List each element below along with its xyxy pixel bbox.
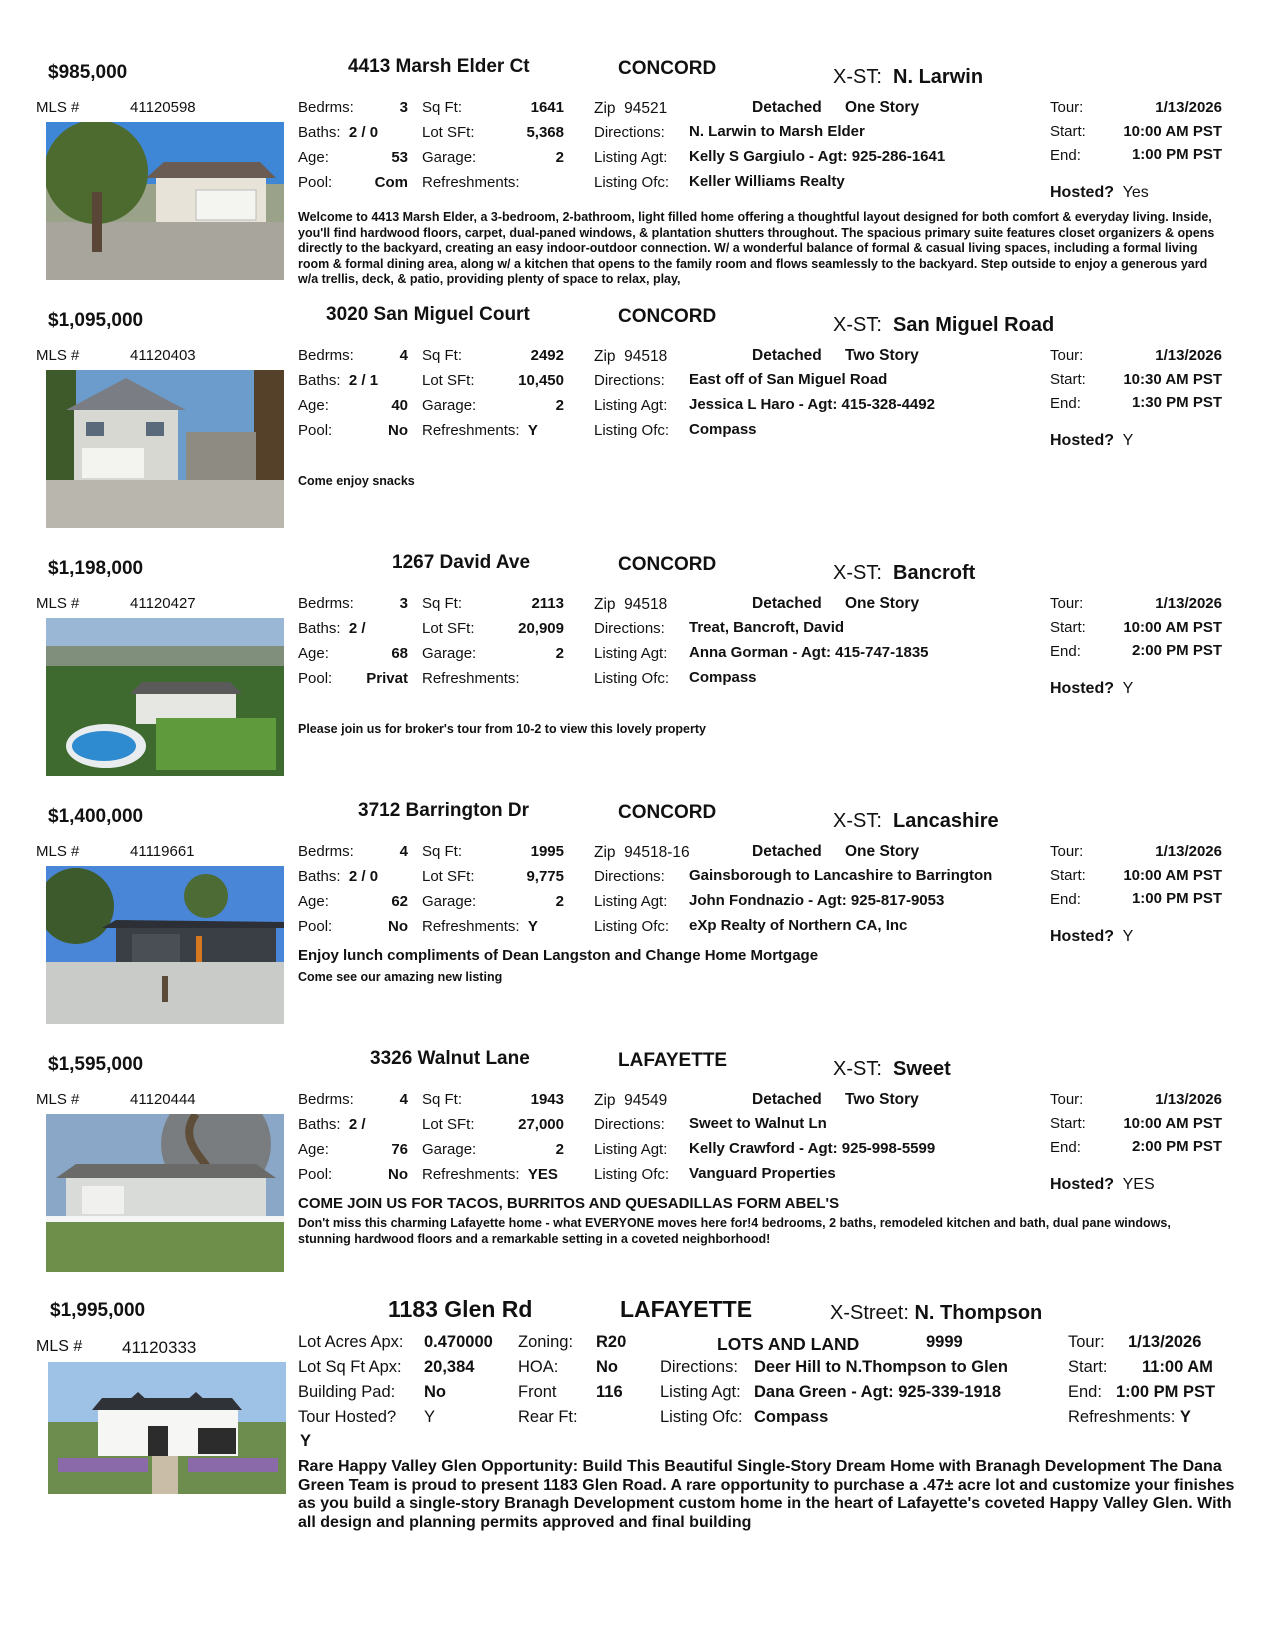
cross-street (833, 810, 999, 833)
end-label: End: (1050, 395, 1081, 412)
baths-label (298, 372, 378, 389)
baths-label (298, 868, 378, 885)
property-type: Detached (752, 99, 822, 116)
pool-value: Privat (366, 670, 408, 687)
listing-address: 3326 Walnut Lane (370, 1048, 530, 1069)
directions-label: Directions: (660, 1358, 738, 1376)
listing-address: 4413 Marsh Elder Ct (348, 56, 530, 77)
hosted-label: Hosted? (1050, 680, 1114, 697)
bedrooms-label: Bedrms: (298, 99, 354, 116)
sqft-value: 1943 (530, 1091, 564, 1108)
listing-price: $1,400,000 (48, 806, 144, 827)
cross-street (833, 314, 1054, 337)
remark: Enjoy lunch compliments of Dean Langston and Change Home Mortgage (298, 947, 819, 964)
description: Come see our amazing new listing (298, 970, 503, 984)
garage-label: Garage: (422, 1141, 477, 1158)
zip-label: Zip (594, 348, 616, 365)
tour-label: Tour: (1050, 347, 1084, 364)
refreshments-value: YES (527, 1166, 558, 1183)
listing-city: CONCORD (618, 554, 717, 575)
listing-agent-label: Listing Agt: (594, 1141, 668, 1158)
listing-office-label: Listing Ofc: (594, 422, 670, 439)
bedrooms-label: Bedrms: (298, 595, 354, 612)
pool-label: Pool: (298, 422, 333, 439)
end-label: End: (1050, 1139, 1081, 1156)
baths-value: 2 / 0 (348, 124, 379, 141)
zip-value: 9999 (926, 1333, 963, 1351)
sqft-label: Sq Ft: (422, 99, 463, 116)
rear-ft-label: Rear Ft: (518, 1408, 578, 1426)
cross-street (833, 1058, 951, 1081)
property-type: Detached (752, 1091, 822, 1108)
mls-number: 41120403 (130, 347, 196, 364)
zip-value: 94518 (624, 596, 668, 613)
bedrooms-label: Bedrms: (298, 1091, 354, 1108)
pool-value: No (388, 1166, 408, 1183)
listing-agent-value: Dana Green - Agt: 925-339-1918 (754, 1383, 1001, 1401)
pool-value: No (388, 918, 408, 935)
listing-price: $985,000 (48, 62, 128, 83)
property-type: Detached (752, 347, 822, 364)
description: Welcome to 4413 Marsh Elder, a 3-bedroom, 2-bathroom, light filled home offering a thoughtful layout designed for both comfort & everyday living. Inside, you'll find hardwood floors, carpet, dual-paned windows, & plantation shutters throughout. The spacious primary suite features closet organizers & opens directly to the backyard, creating an easy indoor-outdoor connection. W/ a wonderful balance of formal & casual living spaces, including a formal living room & formal dining area, along w/ a kitchen that opens to the family room and flows seamlessly to the backyard. Step outside to enjoy a generous yard w/a trellis, deck, & patio, providing plenty of space to relax, play, (298, 210, 1215, 286)
lot-acres-label: Lot Acres Apx: (298, 1333, 404, 1351)
listing-agent-value: Kelly S Gargiulo - Agt: 925-286-1641 (689, 148, 946, 165)
age-value: 76 (391, 1141, 408, 1158)
property-type: Detached (752, 843, 822, 860)
end-time: 2:00 PM PST (1131, 1138, 1222, 1155)
listing-agent-value: John Fondnazio - Agt: 925-817-9053 (689, 892, 945, 909)
building-pad-value: No (424, 1383, 446, 1401)
hosted (1050, 928, 1133, 946)
baths-label-text: Baths: (298, 868, 341, 885)
age-label: Age: (298, 149, 329, 166)
listing-city: LAFAYETTE (618, 1050, 728, 1071)
directions-value: Treat, Bancroft, David (689, 619, 845, 636)
hosted (1050, 184, 1149, 202)
cross-street-value: N. Larwin (893, 66, 984, 88)
end-label: End: (1050, 891, 1081, 908)
refreshments-label-text: Refreshments: (1068, 1408, 1176, 1426)
baths-label-text: Baths: (298, 372, 341, 389)
cross-street-value: Sweet (893, 1058, 951, 1080)
lot-sft-value: 9,775 (526, 868, 564, 885)
tour-label: Tour: (1050, 99, 1084, 116)
mls-label: MLS # (36, 843, 80, 860)
property-story: One Story (845, 99, 920, 116)
cross-street-value: N. Thompson (914, 1302, 1043, 1324)
refreshments-label (422, 1166, 558, 1183)
hosted-value: Y (1122, 432, 1134, 449)
tour-label: Tour: (1050, 843, 1084, 860)
bedrooms-value: 4 (399, 347, 408, 364)
garage-value: 2 (555, 397, 564, 414)
front-label: Front (518, 1383, 557, 1401)
directions-value: N. Larwin to Marsh Elder (689, 123, 865, 140)
listing-address: 1183 Glen Rd (388, 1296, 533, 1322)
bedrooms-value: 3 (399, 595, 408, 612)
listing-price: $1,095,000 (48, 310, 144, 331)
start-label: Start: (1050, 371, 1086, 388)
start-label: Start: (1050, 867, 1086, 884)
mls-number: 41119661 (130, 843, 195, 860)
start-time: 10:00 AM PST (1123, 1115, 1222, 1132)
zip-label: Zip (594, 844, 616, 861)
lot-sqft-value: 20,384 (424, 1358, 475, 1376)
sqft-value: 2492 (530, 347, 564, 364)
cross-street (833, 66, 983, 89)
baths-label (298, 620, 366, 637)
cross-street-label: X-ST: (833, 66, 882, 88)
tour-date: 1/13/2026 (1155, 99, 1222, 116)
refreshments-label (422, 918, 538, 935)
listing-card (0, 1020, 1275, 1280)
lot-sqft-label: Lot Sq Ft Apx: (298, 1358, 402, 1376)
listing-office-value: Vanguard Properties (689, 1165, 836, 1182)
tour-label: Tour: (1050, 595, 1084, 612)
directions-value: Gainsborough to Lancashire to Barrington (689, 867, 993, 884)
garage-label: Garage: (422, 893, 477, 910)
listing-office-label: Listing Ofc: (594, 670, 670, 687)
lot-sft-label: Lot SFt: (422, 1116, 475, 1133)
listing-card (0, 28, 1275, 288)
refreshments-label-text: Refreshments: (422, 918, 520, 935)
refreshments-label (422, 422, 538, 439)
directions-label: Directions: (594, 1116, 665, 1133)
end-time: 1:00 PM PST (1116, 1383, 1216, 1401)
baths-label-text: Baths: (298, 1116, 341, 1133)
building-pad-label: Building Pad: (298, 1383, 396, 1401)
zip-label: Zip (594, 596, 616, 613)
end-time: 1:00 PM PST (1131, 890, 1222, 907)
directions-value: Deer Hill to N.Thompson to Glen (754, 1358, 1008, 1376)
refreshments-label-text: Refreshments: (422, 1166, 520, 1183)
bedrooms-label: Bedrms: (298, 843, 354, 860)
tour-label: Tour: (1050, 1091, 1084, 1108)
sqft-label: Sq Ft: (422, 595, 463, 612)
lot-sft-label: Lot SFt: (422, 372, 475, 389)
age-label: Age: (298, 893, 329, 910)
mls-number: 41120444 (130, 1091, 196, 1108)
hosted-label: Hosted? (1050, 432, 1114, 449)
cross-street-label: X-ST: (833, 314, 882, 336)
zip (594, 100, 667, 118)
start-label: Start: (1068, 1358, 1108, 1376)
mls-label: MLS # (36, 1091, 80, 1108)
tour-date: 1/13/2026 (1128, 1333, 1202, 1351)
property-photo[interactable] (46, 122, 284, 280)
listing-office-label: Listing Ofc: (594, 918, 670, 935)
pool-label: Pool: (298, 1166, 333, 1183)
property-photo[interactable] (48, 1362, 286, 1494)
hoa-value: No (596, 1358, 618, 1376)
sqft-label: Sq Ft: (422, 347, 463, 364)
age-value: 62 (391, 893, 408, 910)
hosted-value: Y (1122, 928, 1134, 945)
property-story: One Story (845, 595, 920, 612)
listing-city: CONCORD (618, 306, 717, 327)
directions-label: Directions: (594, 620, 665, 637)
garage-label: Garage: (422, 397, 477, 414)
cross-street-label: X-ST: (833, 1058, 882, 1080)
listing-agent-label: Listing Agt: (660, 1383, 741, 1401)
lot-sft-value: 20,909 (518, 620, 564, 637)
cross-street-value: Bancroft (893, 562, 976, 584)
lot-sft-label: Lot SFt: (422, 868, 475, 885)
cross-street-label: X-ST: (833, 562, 882, 584)
sqft-value: 1641 (530, 99, 564, 116)
cross-street-label: X-Street: (830, 1302, 909, 1324)
baths-label (298, 124, 378, 141)
baths-value: 2 / 0 (348, 868, 379, 885)
directions-label: Directions: (594, 868, 665, 885)
land-listing-card (0, 1296, 1275, 1650)
listing-city: LAFAYETTE (620, 1296, 753, 1322)
zip (594, 596, 667, 614)
listing-address: 1267 David Ave (392, 552, 531, 573)
listing-card (0, 524, 1275, 784)
start-label: Start: (1050, 619, 1086, 636)
garage-label: Garage: (422, 149, 477, 166)
listing-agent-label: Listing Agt: (594, 645, 668, 662)
garage-value: 2 (555, 645, 564, 662)
property-photo[interactable] (46, 370, 284, 528)
start-time: 10:00 AM PST (1123, 123, 1222, 140)
garage-value: 2 (555, 893, 564, 910)
baths-value: 2 / (348, 620, 366, 637)
zip-label: Zip (594, 1092, 616, 1109)
listing-agent-value: Jessica L Haro - Agt: 415-328-4492 (689, 396, 935, 413)
cross-street-value: Lancashire (893, 810, 999, 832)
directions-value: East off of San Miguel Road (689, 371, 888, 388)
listing-city: CONCORD (618, 802, 717, 823)
property-story: Two Story (845, 1091, 919, 1108)
listing-agent-value: Anna Gorman - Agt: 415-747-1835 (689, 644, 929, 661)
listing-price: $1,595,000 (48, 1054, 144, 1075)
pool-value: Com (374, 174, 408, 191)
front-value: 116 (596, 1383, 623, 1401)
mls-label: MLS # (36, 347, 80, 364)
end-time: 1:00 PM PST (1131, 146, 1222, 163)
age-value: 53 (391, 149, 408, 166)
end-label: End: (1050, 643, 1081, 660)
listing-agent-label: Listing Agt: (594, 397, 668, 414)
start-time: 10:00 AM PST (1123, 619, 1222, 636)
end-label: End: (1068, 1383, 1102, 1401)
baths-value: 2 / (348, 1116, 366, 1133)
mls-number: 41120598 (130, 99, 196, 116)
listing-card (0, 772, 1275, 1032)
tour-label: Tour: (1068, 1333, 1105, 1351)
cross-street (833, 562, 975, 585)
tour-date: 1/13/2026 (1155, 595, 1222, 612)
hosted-label: Hosted? (1050, 928, 1114, 945)
garage-value: 2 (555, 1141, 564, 1158)
sqft-label: Sq Ft: (422, 843, 463, 860)
property-type: LOTS AND LAND (717, 1334, 860, 1354)
listing-agent-label: Listing Agt: (594, 149, 668, 166)
lot-sft-value: 5,368 (526, 124, 564, 141)
lot-acres-value: 0.470000 (424, 1333, 493, 1351)
listing-office-value: Keller Williams Realty (689, 173, 845, 190)
age-label: Age: (298, 397, 329, 414)
garage-value: 2 (555, 149, 564, 166)
baths-value: 2 / 1 (348, 372, 379, 389)
sqft-value: 2113 (531, 595, 564, 612)
age-label: Age: (298, 645, 329, 662)
listing-price: $1,198,000 (48, 558, 144, 579)
end-label: End: (1050, 147, 1081, 164)
start-time: 10:00 AM PST (1123, 867, 1222, 884)
zip-value: 94518 (624, 348, 668, 365)
zip-label: Zip (594, 100, 616, 117)
tour-hosted-value: Y (424, 1408, 436, 1426)
description: Rare Happy Valley Glen Opportunity: Build This Beautiful Single-Story Dream Home with Branagh Development The Dana Green Team is proud to present 1183 Glen Road. A rare opportunity to purchase a .47± acre lot and customize your finishes as you build a single-story Branagh Development custom home in the heart of Lafayette's coveted Happy Valley Glen. With all design and planning permits approved and final building (298, 1458, 1235, 1531)
listing-office-value: Compass (754, 1408, 829, 1426)
cross-street-value: San Miguel Road (893, 314, 1055, 336)
description: Come enjoy snacks (298, 474, 415, 488)
extra-flag: Y (300, 1432, 312, 1450)
property-photo[interactable] (46, 618, 284, 776)
garage-label: Garage: (422, 645, 477, 662)
lot-sft-label: Lot SFt: (422, 620, 475, 637)
listing-office-label: Listing Ofc: (594, 1166, 670, 1183)
tour-date: 1/13/2026 (1155, 1091, 1222, 1108)
lot-sft-value: 27,000 (518, 1116, 564, 1133)
property-type: Detached (752, 595, 822, 612)
listing-office-label: Listing Ofc: (660, 1408, 743, 1426)
listing-card (0, 276, 1275, 536)
hosted-value: Yes (1122, 184, 1149, 201)
hosted (1050, 680, 1133, 698)
refreshments-value: Y (527, 918, 538, 935)
refreshments-value: Y (1179, 1408, 1191, 1426)
pool-label: Pool: (298, 174, 333, 191)
zip-value: 94518-16 (624, 844, 690, 861)
tour-date: 1/13/2026 (1155, 347, 1222, 364)
description: Please join us for broker's tour from 10-2 to view this lovely property (298, 722, 706, 736)
refreshments-label-text: Refreshments: (422, 174, 520, 191)
bedrooms-value: 4 (399, 1091, 408, 1108)
refreshments-label (422, 670, 524, 687)
hosted-value: Y (1122, 680, 1134, 697)
mls-number: 41120333 (122, 1338, 197, 1357)
hosted-label: Hosted? (1050, 1176, 1114, 1193)
baths-label-text: Baths: (298, 124, 341, 141)
directions-value: Sweet to Walnut Ln (689, 1115, 827, 1132)
zip (594, 348, 667, 366)
hoa-label: HOA: (518, 1358, 559, 1376)
tour-hosted-label: Tour Hosted? (298, 1408, 397, 1426)
property-photo[interactable] (46, 1114, 284, 1272)
hosted (1050, 1176, 1155, 1194)
pool-label: Pool: (298, 670, 333, 687)
listing-office-value: Compass (689, 669, 757, 686)
start-label: Start: (1050, 1115, 1086, 1132)
zip-value: 94521 (624, 100, 668, 117)
sqft-value: 1995 (530, 843, 564, 860)
start-label: Start: (1050, 123, 1086, 140)
listing-office-value: Compass (689, 421, 757, 438)
mls-number: 41120427 (130, 595, 196, 612)
zip (594, 1092, 667, 1110)
cross-street (830, 1302, 1042, 1325)
refreshments-label-text: Refreshments: (422, 670, 520, 687)
remark: COME JOIN US FOR TACOS, BURRITOS AND QUESADILLAS FORM ABEL'S (298, 1195, 840, 1212)
sqft-label: Sq Ft: (422, 1091, 463, 1108)
listing-office-value: eXp Realty of Northern CA, Inc (689, 917, 908, 934)
baths-label-text: Baths: (298, 620, 341, 637)
zoning-value: R20 (596, 1333, 627, 1351)
mls-label: MLS # (36, 99, 80, 116)
bedrooms-value: 4 (399, 843, 408, 860)
baths-label (298, 1116, 366, 1133)
hosted (1050, 432, 1133, 450)
end-time: 2:00 PM PST (1131, 642, 1222, 659)
mls-label: MLS # (36, 595, 80, 612)
description: Don't miss this charming Lafayette home - what EVERYONE moves here for!4 bedrooms, 2 baths, remodeled kitchen and bath, dual pane windows, stunning hardwood floors and a remarkable setting in a coveted neighborhood! (298, 1216, 1171, 1246)
refreshments-label-text: Refreshments: (422, 422, 520, 439)
lot-sft-label: Lot SFt: (422, 124, 475, 141)
zip (594, 844, 690, 862)
hosted-value: YES (1122, 1176, 1155, 1193)
directions-label: Directions: (594, 372, 665, 389)
zoning-label: Zoning: (518, 1333, 574, 1351)
start-time: 10:30 AM PST (1123, 371, 1222, 388)
property-photo[interactable] (46, 866, 284, 1024)
mls-label: MLS # (36, 1338, 83, 1355)
age-value: 40 (391, 397, 408, 414)
bedrooms-label: Bedrms: (298, 347, 354, 364)
refreshments-value: Y (527, 422, 538, 439)
listing-price: $1,995,000 (50, 1300, 146, 1321)
hosted-label: Hosted? (1050, 184, 1114, 201)
tour-date: 1/13/2026 (1155, 843, 1222, 860)
listing-address: 3020 San Miguel Court (326, 304, 530, 325)
listing-address: 3712 Barrington Dr (358, 800, 530, 821)
bedrooms-value: 3 (399, 99, 408, 116)
property-story: One Story (845, 843, 920, 860)
end-time: 1:30 PM PST (1131, 394, 1222, 411)
listing-agent-value: Kelly Crawford - Agt: 925-998-5599 (689, 1140, 936, 1157)
cross-street-label: X-ST: (833, 810, 882, 832)
lot-sft-value: 10,450 (518, 372, 564, 389)
pool-value: No (388, 422, 408, 439)
pool-label: Pool: (298, 918, 333, 935)
zip-value: 94549 (624, 1092, 668, 1109)
listing-agent-label: Listing Agt: (594, 893, 668, 910)
directions-label: Directions: (594, 124, 665, 141)
listing-office-label: Listing Ofc: (594, 174, 670, 191)
listing-city: CONCORD (618, 58, 717, 79)
age-value: 68 (391, 645, 408, 662)
property-story: Two Story (845, 347, 919, 364)
age-label: Age: (298, 1141, 329, 1158)
refreshments-label (1068, 1408, 1191, 1427)
refreshments-label (422, 174, 524, 191)
start-time: 11:00 AM (1142, 1358, 1213, 1376)
